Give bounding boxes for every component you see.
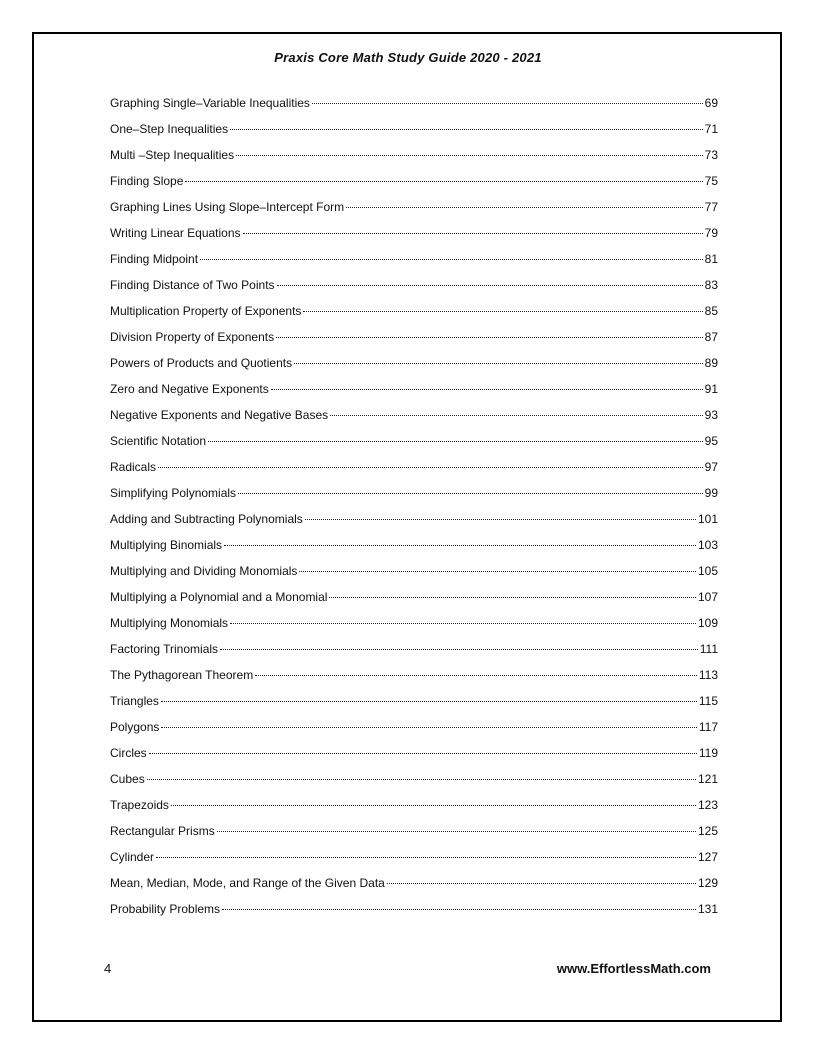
toc-entry-title: Triangles [110,694,159,708]
table-of-contents [110,94,718,926]
toc-entry-page: 111 [699,642,718,656]
toc-entry [110,770,718,796]
toc-entry [110,432,718,458]
toc-entry [110,380,718,406]
page-number: 4 [104,961,112,976]
toc-dot-leader [294,363,703,364]
toc-entry [110,536,718,562]
toc-dot-leader [161,727,696,728]
toc-dot-leader [171,805,696,806]
toc-entry-page: 91 [704,382,718,396]
toc-entry [110,354,718,380]
toc-dot-leader [387,883,696,884]
toc-entry-page: 103 [697,538,718,552]
toc-entry [110,146,718,172]
toc-entry-page: 77 [704,200,718,214]
toc-dot-leader [346,207,703,208]
toc-dot-leader [208,441,703,442]
toc-entry-page: 123 [697,798,718,812]
toc-dot-leader [303,311,702,312]
toc-entry-title: Cubes [110,772,145,786]
toc-entry-title: Trapezoids [110,798,169,812]
toc-entry-title: Finding Slope [110,174,184,188]
toc-entry-page: 105 [697,564,718,578]
toc-entry-title: The Pythagorean Theorem [110,668,254,682]
toc-dot-leader [217,831,696,832]
toc-entry [110,744,718,770]
toc-entry-page: 83 [704,278,718,292]
toc-entry [110,94,718,120]
toc-entry-page: 129 [697,876,718,890]
toc-entry [110,822,718,848]
toc-entry [110,718,718,744]
toc-entry [110,120,718,146]
toc-entry [110,562,718,588]
toc-entry-title: Circles [110,746,147,760]
toc-entry-page: 71 [704,122,718,136]
toc-entry [110,250,718,276]
toc-dot-leader [200,259,703,260]
toc-entry [110,198,718,224]
toc-entry [110,484,718,510]
toc-entry-title: Probability Problems [110,902,221,916]
toc-entry-title: Rectangular Prisms [110,824,215,838]
toc-entry-page: 131 [697,902,718,916]
toc-entry-title: Negative Exponents and Negative Bases [110,408,329,422]
toc-entry-title: Mean, Median, Mode, and Range of the Given Data [110,876,385,890]
toc-entry-page: 97 [704,460,718,474]
toc-entry-title: Radicals [110,460,157,474]
toc-entry-page: 107 [697,590,718,604]
toc-entry [110,900,718,926]
toc-dot-leader [329,597,696,598]
toc-dot-leader [255,675,697,676]
toc-entry-title: Division Property of Exponents [110,330,275,344]
toc-entry [110,276,718,302]
toc-entry-page: 93 [704,408,718,422]
toc-entry-title: Scientific Notation [110,434,207,448]
toc-entry-title: Graphing Lines Using Slope–Intercept Form [110,200,345,214]
toc-entry [110,614,718,640]
toc-dot-leader [185,181,702,182]
toc-entry-title: Finding Distance of Two Points [110,278,275,292]
page-header-title: Praxis Core Math Study Guide 2020 - 2021 [274,50,542,65]
toc-entry-title: Adding and Subtracting Polynomials [110,512,303,526]
toc-entry-page: 101 [697,512,718,526]
toc-entry-page: 87 [704,330,718,344]
toc-entry-title: Factoring Trinomials [110,642,219,656]
toc-entry [110,510,718,536]
toc-entry [110,666,718,692]
toc-entry [110,848,718,874]
toc-entry [110,640,718,666]
toc-dot-leader [161,701,697,702]
toc-entry-title: Multiplying Binomials [110,538,223,552]
toc-entry-page: 109 [697,616,718,630]
toc-entry-title: One–Step Inequalities [110,122,229,136]
toc-entry-title: Multiplication Property of Exponents [110,304,302,318]
toc-entry [110,328,718,354]
toc-dot-leader [271,389,703,390]
toc-entry [110,796,718,822]
toc-dot-leader [330,415,703,416]
toc-entry-title: Graphing Single–Variable Inequalities [110,96,310,110]
toc-entry [110,458,718,484]
toc-entry-page: 125 [697,824,718,838]
toc-dot-leader [147,779,696,780]
toc-dot-leader [277,285,703,286]
toc-entry [110,406,718,432]
toc-entry-title: Multiplying a Polynomial and a Monomial [110,590,328,604]
toc-entry [110,692,718,718]
toc-dot-leader [158,467,703,468]
toc-entry-page: 75 [704,174,718,188]
toc-entry-title: Multi –Step Inequalities [110,148,235,162]
toc-entry-page: 89 [704,356,718,370]
toc-dot-leader [276,337,703,338]
toc-entry-page: 85 [704,304,718,318]
toc-entry [110,588,718,614]
toc-entry-title: Writing Linear Equations [110,226,241,240]
toc-dot-leader [156,857,696,858]
toc-entry-page: 117 [698,720,718,734]
toc-entry-page: 95 [704,434,718,448]
toc-dot-leader [224,545,696,546]
toc-entry-page: 119 [698,746,718,760]
toc-entry [110,172,718,198]
toc-dot-leader [230,129,703,130]
toc-dot-leader [299,571,696,572]
toc-entry [110,302,718,328]
toc-entry-page: 115 [698,694,718,708]
toc-dot-leader [243,233,703,234]
toc-entry-title: Zero and Negative Exponents [110,382,269,396]
toc-entry-page: 127 [697,850,718,864]
toc-entry-page: 121 [697,772,718,786]
toc-entry-page: 113 [698,668,718,682]
toc-dot-leader [305,519,696,520]
toc-entry-title: Multiplying Monomials [110,616,229,630]
toc-dot-leader [222,909,696,910]
toc-entry-title: Simplifying Polynomials [110,486,237,500]
toc-dot-leader [230,623,696,624]
toc-entry-page: 99 [704,486,718,500]
toc-dot-leader [312,103,703,104]
toc-entry [110,874,718,900]
toc-dot-leader [238,493,703,494]
toc-entry-title: Polygons [110,720,160,734]
toc-dot-leader [220,649,698,650]
toc-entry [110,224,718,250]
toc-entry-page: 69 [704,96,718,110]
toc-dot-leader [236,155,703,156]
toc-entry-title: Finding Midpoint [110,252,199,266]
toc-entry-page: 81 [704,252,718,266]
toc-entry-title: Cylinder [110,850,155,864]
toc-entry-title: Multiplying and Dividing Monomials [110,564,298,578]
toc-dot-leader [149,753,697,754]
toc-entry-title: Powers of Products and Quotients [110,356,293,370]
toc-entry-page: 73 [704,148,718,162]
website-url: www.EffortlessMath.com [556,961,711,976]
toc-entry-page: 79 [704,226,718,240]
